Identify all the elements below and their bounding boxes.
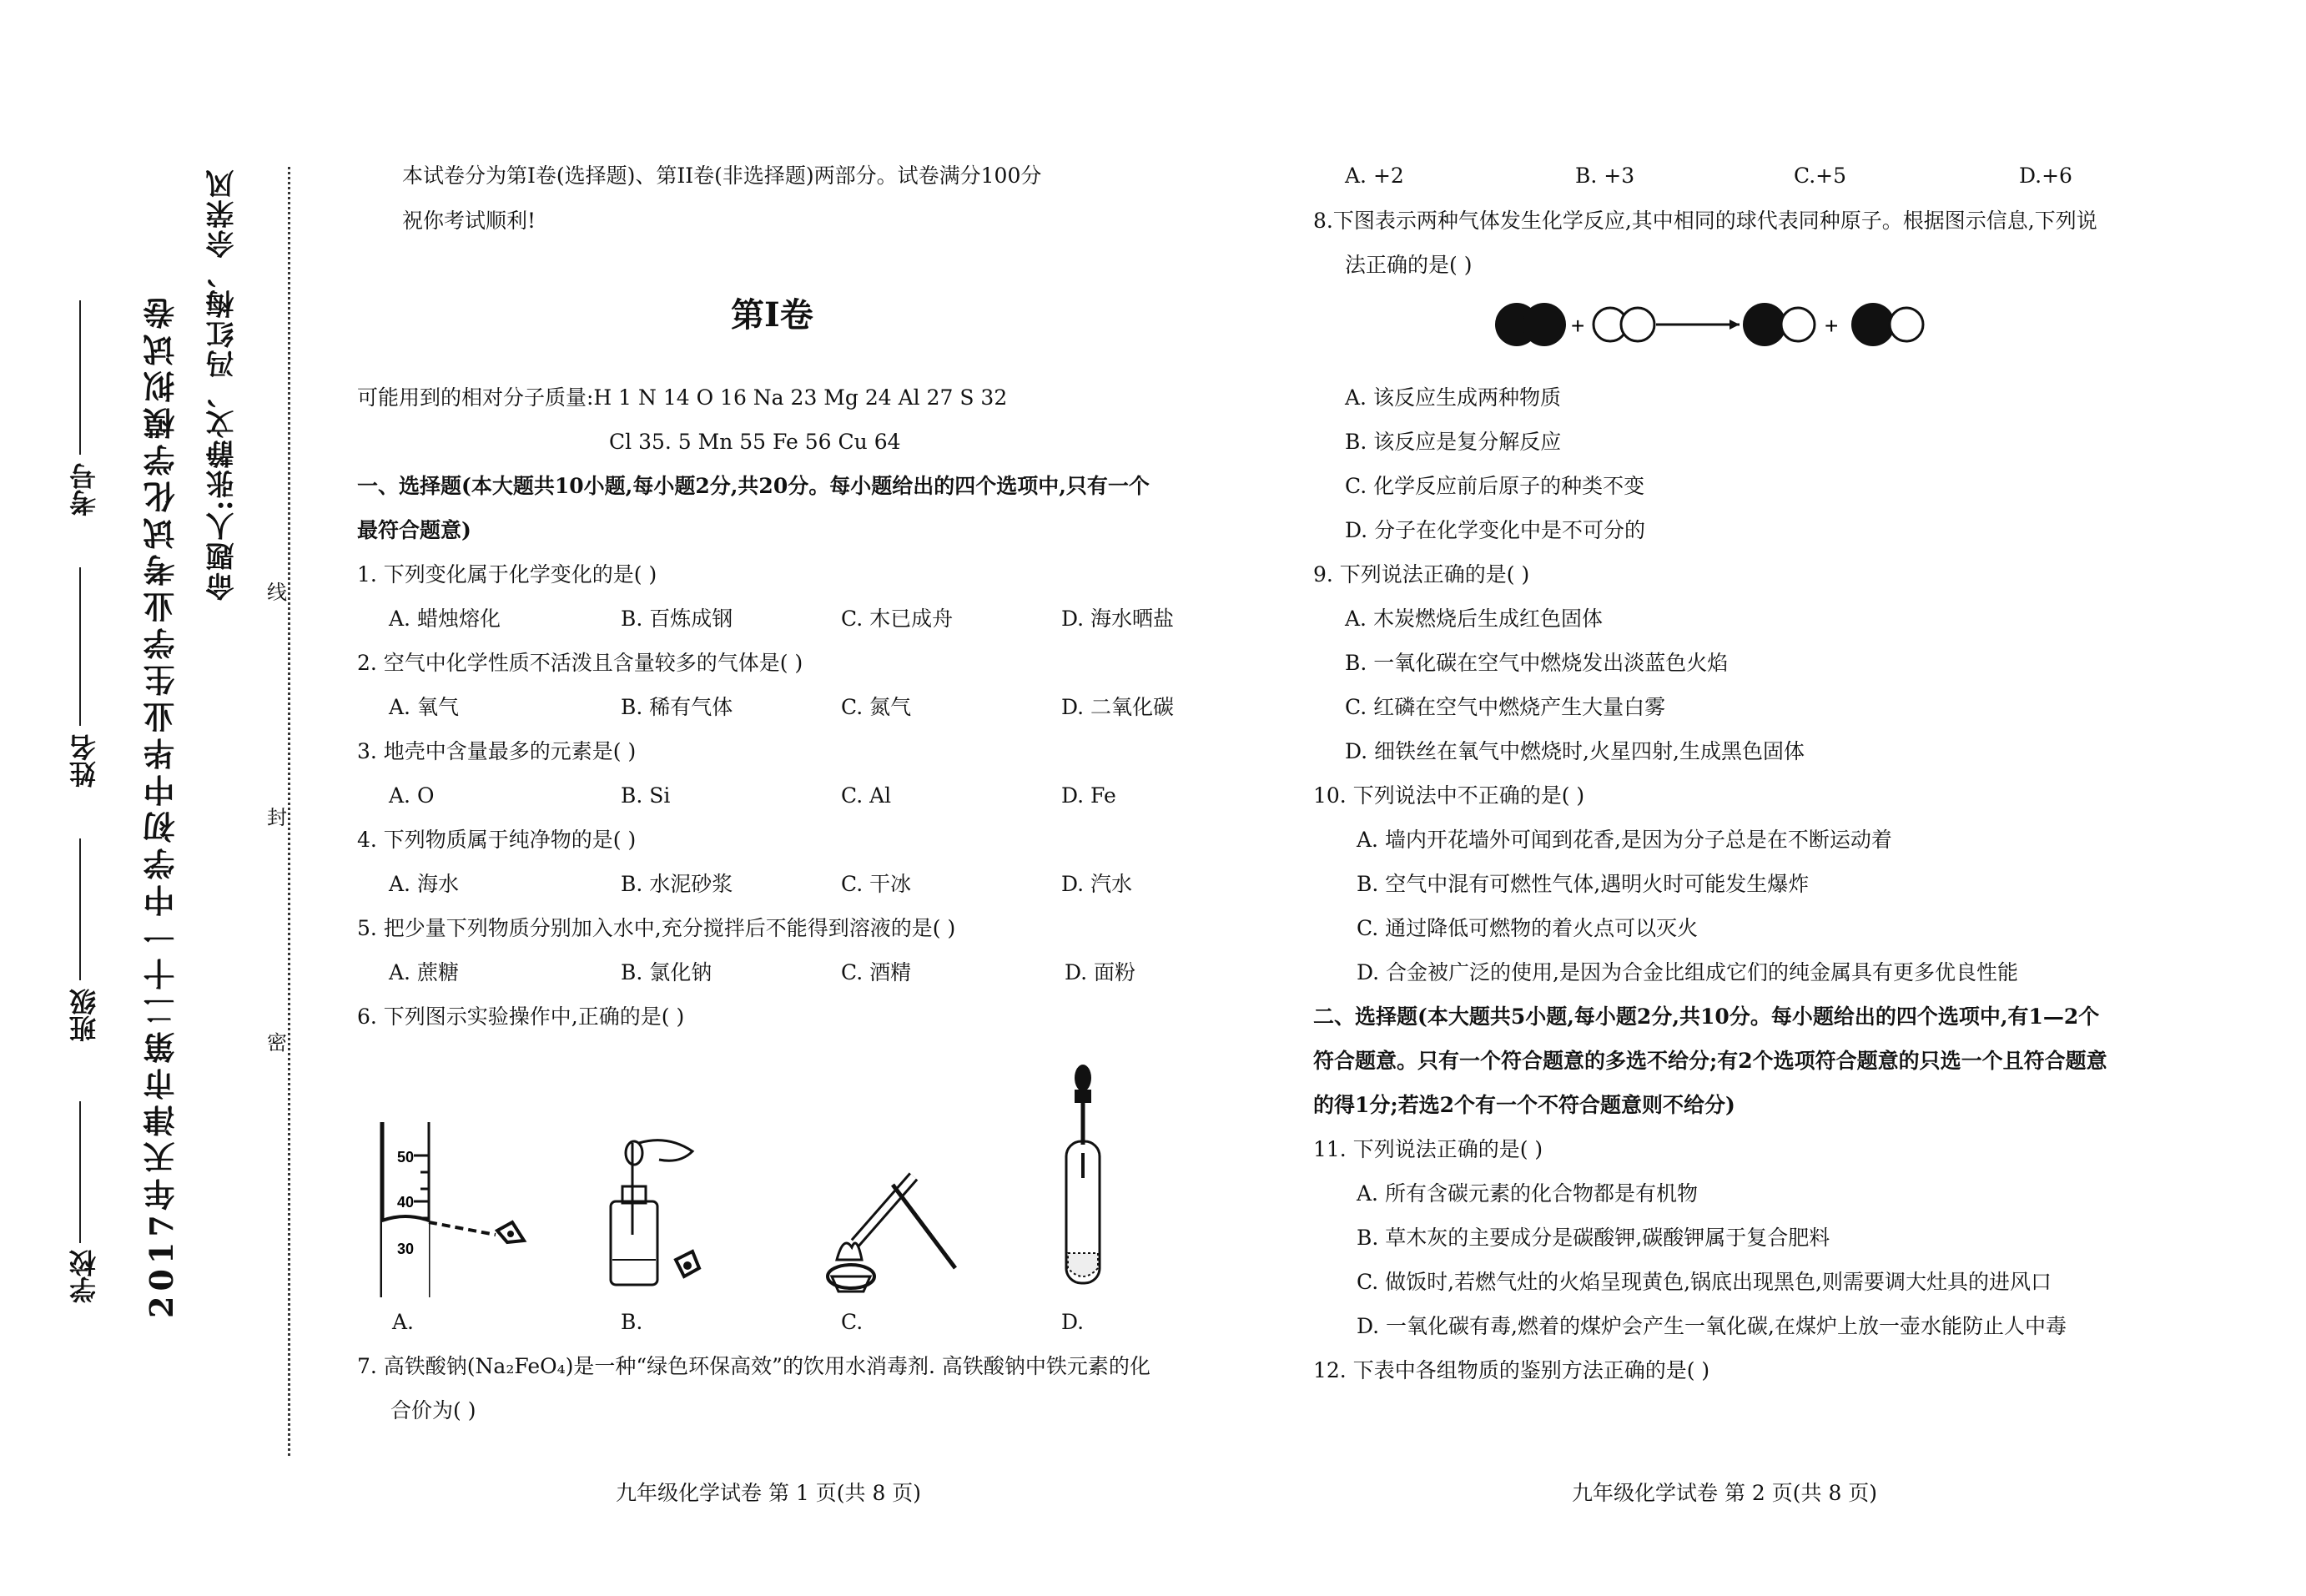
atomic-mass-line-2: Cl 35. 5 Mn 55 Fe 56 Cu 64 [609,430,901,454]
q1-stem: 1. 下列变化属于化学变化的是( ) [357,562,657,587]
q6-stem: 6. 下列图示实验操作中,正确的是( ) [357,1004,685,1029]
q9-option-b[interactable]: B. 一氧化碳在空气中燃烧发出淡蓝色火焰 [1345,651,1729,675]
q1-option-d[interactable]: D. 海水晒盐 [1061,607,1175,631]
intro-line-1: 本试卷分为第Ⅰ卷(选择题)、第II卷(非选择题)两部分。试卷满分100分 [402,164,1042,188]
intro-line-2: 祝你考试顺利! [402,209,536,233]
q4-option-a[interactable]: A. 海水 [389,872,459,896]
q8-line-1: 8.下图表示两种气体发生化学反应,其中相同的球代表同种原子。根据图示信息,下列说 [1313,209,2097,233]
q8-option-d[interactable]: D. 分子在化学变化中是不可分的 [1345,518,1646,542]
q9-option-d[interactable]: D. 细铁丝在氧气中燃烧时,火星四射,生成黑色固体 [1345,739,1805,763]
q11-option-a[interactable]: A. 所有含碳元素的化合物都是有机物 [1357,1181,1698,1206]
q11-option-d[interactable]: D. 一氧化碳有毒,燃着的煤炉会产生一氧化碳,在煤炉上放一壶水能防止人中毒 [1357,1314,2067,1338]
q2-option-b[interactable]: B. 稀有气体 [621,695,733,719]
q4-option-b[interactable]: B. 水泥砂浆 [621,872,733,896]
atomic-mass-line-1: 可能用到的相对分子质量:H 1 N 14 O 16 Na 23 Mg 24 Al 27 S 32 [357,385,1008,410]
q2-stem: 2. 空气中化学性质不活泼且含量较多的气体是( ) [357,651,803,675]
q10-option-c[interactable]: C. 通过降低可燃物的着火点可以灭火 [1357,916,1699,940]
id-label: 考号 [68,463,100,516]
section1-heading-1: 一、选择题(本大题共10小题,每小题2分,共20分。每小题给出的四个选项中,只有一个 [357,474,1150,498]
section2-heading-1: 二、选择题(本大题共5小题,每小题2分,共10分。每小题给出的四个选项中,有1—2个 [1313,1004,2100,1029]
q7-line-1: 7. 高铁酸钠(Na₂FeO₄)是一种“绿色环保高效”的饮用水消毒剂. 高铁酸钠中铁元素的化 [357,1354,1150,1378]
q9-option-a[interactable]: A. 木炭燃烧后生成红色固体 [1345,607,1603,631]
seal-word-secret: 密 [267,1026,287,1055]
q8-option-b[interactable]: B. 该反应是复分解反应 [1345,430,1562,454]
q10-option-a[interactable]: A. 墙内开花墙外可闻到花香,是因为分子总是在不断运动着 [1357,828,1892,852]
q3-option-d[interactable]: D. Fe [1061,783,1116,808]
q7-option-b[interactable]: B. +3 [1575,164,1635,188]
name-blank[interactable] [79,567,81,726]
q6-label-a[interactable]: A. [392,1310,415,1334]
q11-stem: 11. 下列说法正确的是( ) [1313,1137,1543,1161]
q7-option-c[interactable]: C.+5 [1794,164,1847,188]
q4-stem: 4. 下列物质属于纯净物的是( ) [357,828,637,852]
q8-plus-1: + [1571,313,1585,339]
q6-label-b[interactable]: B. [621,1310,643,1334]
q12-stem: 12. 下表中各组物质的鉴别方法正确的是( ) [1313,1358,1710,1382]
q3-option-a[interactable]: A. O [389,783,435,808]
q9-stem: 9. 下列说法正确的是( ) [1313,562,1530,587]
cyl-tick-30: 30 [397,1241,415,1257]
q5-option-c[interactable]: C. 酒精 [841,960,912,984]
q3-option-c[interactable]: C. Al [841,783,892,808]
q4-option-c[interactable]: C. 干冰 [841,872,912,896]
q7-line-2: 合价为( ) [390,1398,476,1422]
class-label: 班级 [68,989,100,1042]
footer-right: 九年级化学试卷 第 2 页(共 8 页) [1572,1481,1878,1505]
section2-heading-2: 符合题意。只有一个符合题意的多选不给分;有2个选项符合题意的只选一个且符合题意 [1313,1049,2107,1073]
q6-figure-d-dropper-test-tube [1050,1061,1116,1295]
exam-authors: 命题人:张静文、冯红梅、佘荣风 [206,168,239,601]
q8-line-2: 法正确的是( ) [1345,253,1473,277]
cyl-tick-50: 50 [397,1149,415,1166]
q1-option-c[interactable]: C. 木已成舟 [841,607,954,631]
id-blank[interactable] [79,300,81,455]
q3-option-b[interactable]: B. Si [621,783,671,808]
school-blank[interactable] [79,1101,81,1243]
q4-option-d[interactable]: D. 汽水 [1061,872,1133,896]
q6-figure-a-graduated-cylinder [364,1105,547,1297]
q8-reaction-diagram [1489,297,1940,352]
q8-option-a[interactable]: A. 该反应生成两种物质 [1345,385,1561,410]
q6-label-d[interactable]: D. [1061,1310,1085,1334]
q2-option-d[interactable]: D. 二氧化碳 [1061,695,1175,719]
q9-option-c[interactable]: C. 红磷在空气中燃烧产生大量白雾 [1345,695,1666,719]
q7-option-d[interactable]: D.+6 [2019,164,2072,188]
class-blank[interactable] [79,838,81,980]
q3-stem: 3. 地壳中含量最多的元素是( ) [357,739,637,763]
q5-option-d[interactable]: D. 面粉 [1065,960,1136,984]
seal-line [288,167,290,1456]
q7-option-a[interactable]: A. +2 [1345,164,1404,188]
q6-figure-c-heating-test-tube [813,1160,964,1293]
section2-heading-3: 的得1分;若选2个有一个不符合题意则不给分) [1313,1093,1735,1117]
q8-plus-2: + [1825,313,1839,339]
q5-option-b[interactable]: B. 氯化钠 [621,960,712,984]
q11-option-b[interactable]: B. 草木灰的主要成分是碳酸钾,碳酸钾属于复合肥料 [1357,1226,1830,1250]
q10-stem: 10. 下列说法中不正确的是( ) [1313,783,1585,808]
q2-option-a[interactable]: A. 氧气 [389,695,459,719]
seal-word-line: 线 [267,576,287,605]
q1-option-a[interactable]: A. 蜡烛熔化 [389,607,501,631]
q8-option-c[interactable]: C. 化学反应前后原子的种类不变 [1345,474,1645,498]
q10-option-b[interactable]: B. 空气中混有可燃性气体,遇明火时可能发生爆炸 [1357,872,1810,896]
footer-left: 九年级化学试卷 第 1 页(共 8 页) [616,1481,922,1505]
name-label: 姓名 [68,734,100,788]
volume-title: 第Ⅰ卷 [731,295,813,335]
q5-option-a[interactable]: A. 蔗糖 [389,960,459,984]
q2-option-c[interactable]: C. 氮气 [841,695,912,719]
q1-option-b[interactable]: B. 百炼成钢 [621,607,733,631]
seal-word-seal: 封 [267,801,287,830]
exam-title: 2017年天津市第二十一中学初中毕业生学业考试化学模拟试卷 [143,292,180,1318]
cyl-tick-40: 40 [397,1194,415,1211]
school-label: 学校 [68,1250,100,1303]
q6-label-c[interactable]: C. [841,1310,863,1334]
section1-heading-2: 最符合题意) [357,518,471,542]
q6-figure-b-dropper-bottle [601,1135,726,1301]
q11-option-c[interactable]: C. 做饭时,若燃气灶的火焰呈现黄色,锅底出现黑色,则需要调大灶具的进风口 [1357,1270,2052,1294]
q5-stem: 5. 把少量下列物质分别加入水中,充分搅拌后不能得到溶液的是( ) [357,916,956,940]
q10-option-d[interactable]: D. 合金被广泛的使用,是因为合金比组成它们的纯金属具有更多优良性能 [1357,960,2018,984]
